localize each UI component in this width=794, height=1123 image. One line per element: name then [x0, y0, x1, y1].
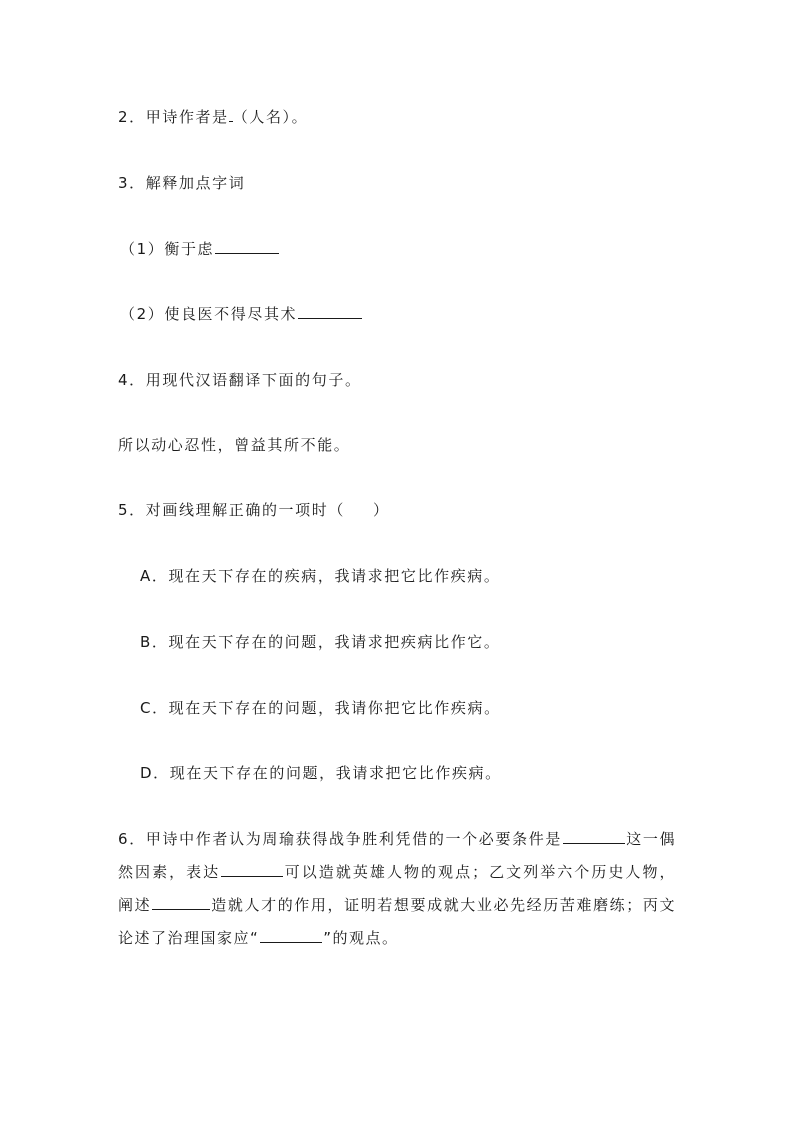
- answer-blank[interactable]: [563, 829, 625, 844]
- question-3-item-2-text: （2）使良医不得尽其术: [120, 305, 298, 323]
- answer-blank[interactable]: [221, 862, 283, 877]
- question-5-prefix: 5．对画线理解正确的一项时（: [118, 501, 345, 519]
- option-d[interactable]: D．现在天下存在的问题，我请求把它比作疾病。: [140, 764, 502, 782]
- question-3-item-2: [120, 303, 680, 325]
- question-3-item-1-text: （1）衡于虑: [120, 240, 215, 258]
- question-2-suffix: （人名）。: [232, 108, 309, 126]
- question-4-sentence: 所以动心忍性，曾益其所不能。: [118, 436, 351, 454]
- question-6-part-1: 6．甲诗中作者认为周瑜获得战争胜利凭借的一个必要条件是: [118, 830, 563, 848]
- question-5-suffix: ）: [372, 501, 390, 519]
- answer-blank[interactable]: [260, 928, 322, 943]
- question-3-title: 3．解释加点字词: [118, 174, 246, 192]
- question-5: [118, 499, 678, 521]
- answer-blank[interactable]: [298, 304, 362, 319]
- question-4-title: 4．用现代汉语翻译下面的句子。: [118, 371, 362, 389]
- question-6-part-3: 可以造就英雄人物的观点；乙文列举六个历史人物，阐述: [118, 863, 676, 914]
- answer-blank[interactable]: [152, 895, 210, 910]
- question-6-part-2: 这一偶然因素，表达: [118, 830, 676, 881]
- question-2: [118, 106, 678, 128]
- question-6-part-5: ”的观点。: [323, 929, 399, 947]
- question-2-prefix: 2．甲诗作者是: [118, 108, 229, 126]
- question-6-part-4: 造就人才的作用，证明若想要成就大业必先经历苦难磨练；丙文论述了治理国家应“: [118, 896, 676, 947]
- option-c[interactable]: C．现在天下存在的问题，我请你把它比作疾病。: [140, 699, 501, 717]
- option-b[interactable]: B．现在天下存在的问题，我请求把疾病比作它。: [140, 633, 501, 651]
- question-6: [118, 823, 676, 955]
- answer-blank[interactable]: [215, 239, 279, 254]
- option-a[interactable]: A．现在天下存在的疾病，我请求把它比作疾病。: [140, 567, 501, 585]
- question-3-item-1: [120, 238, 680, 260]
